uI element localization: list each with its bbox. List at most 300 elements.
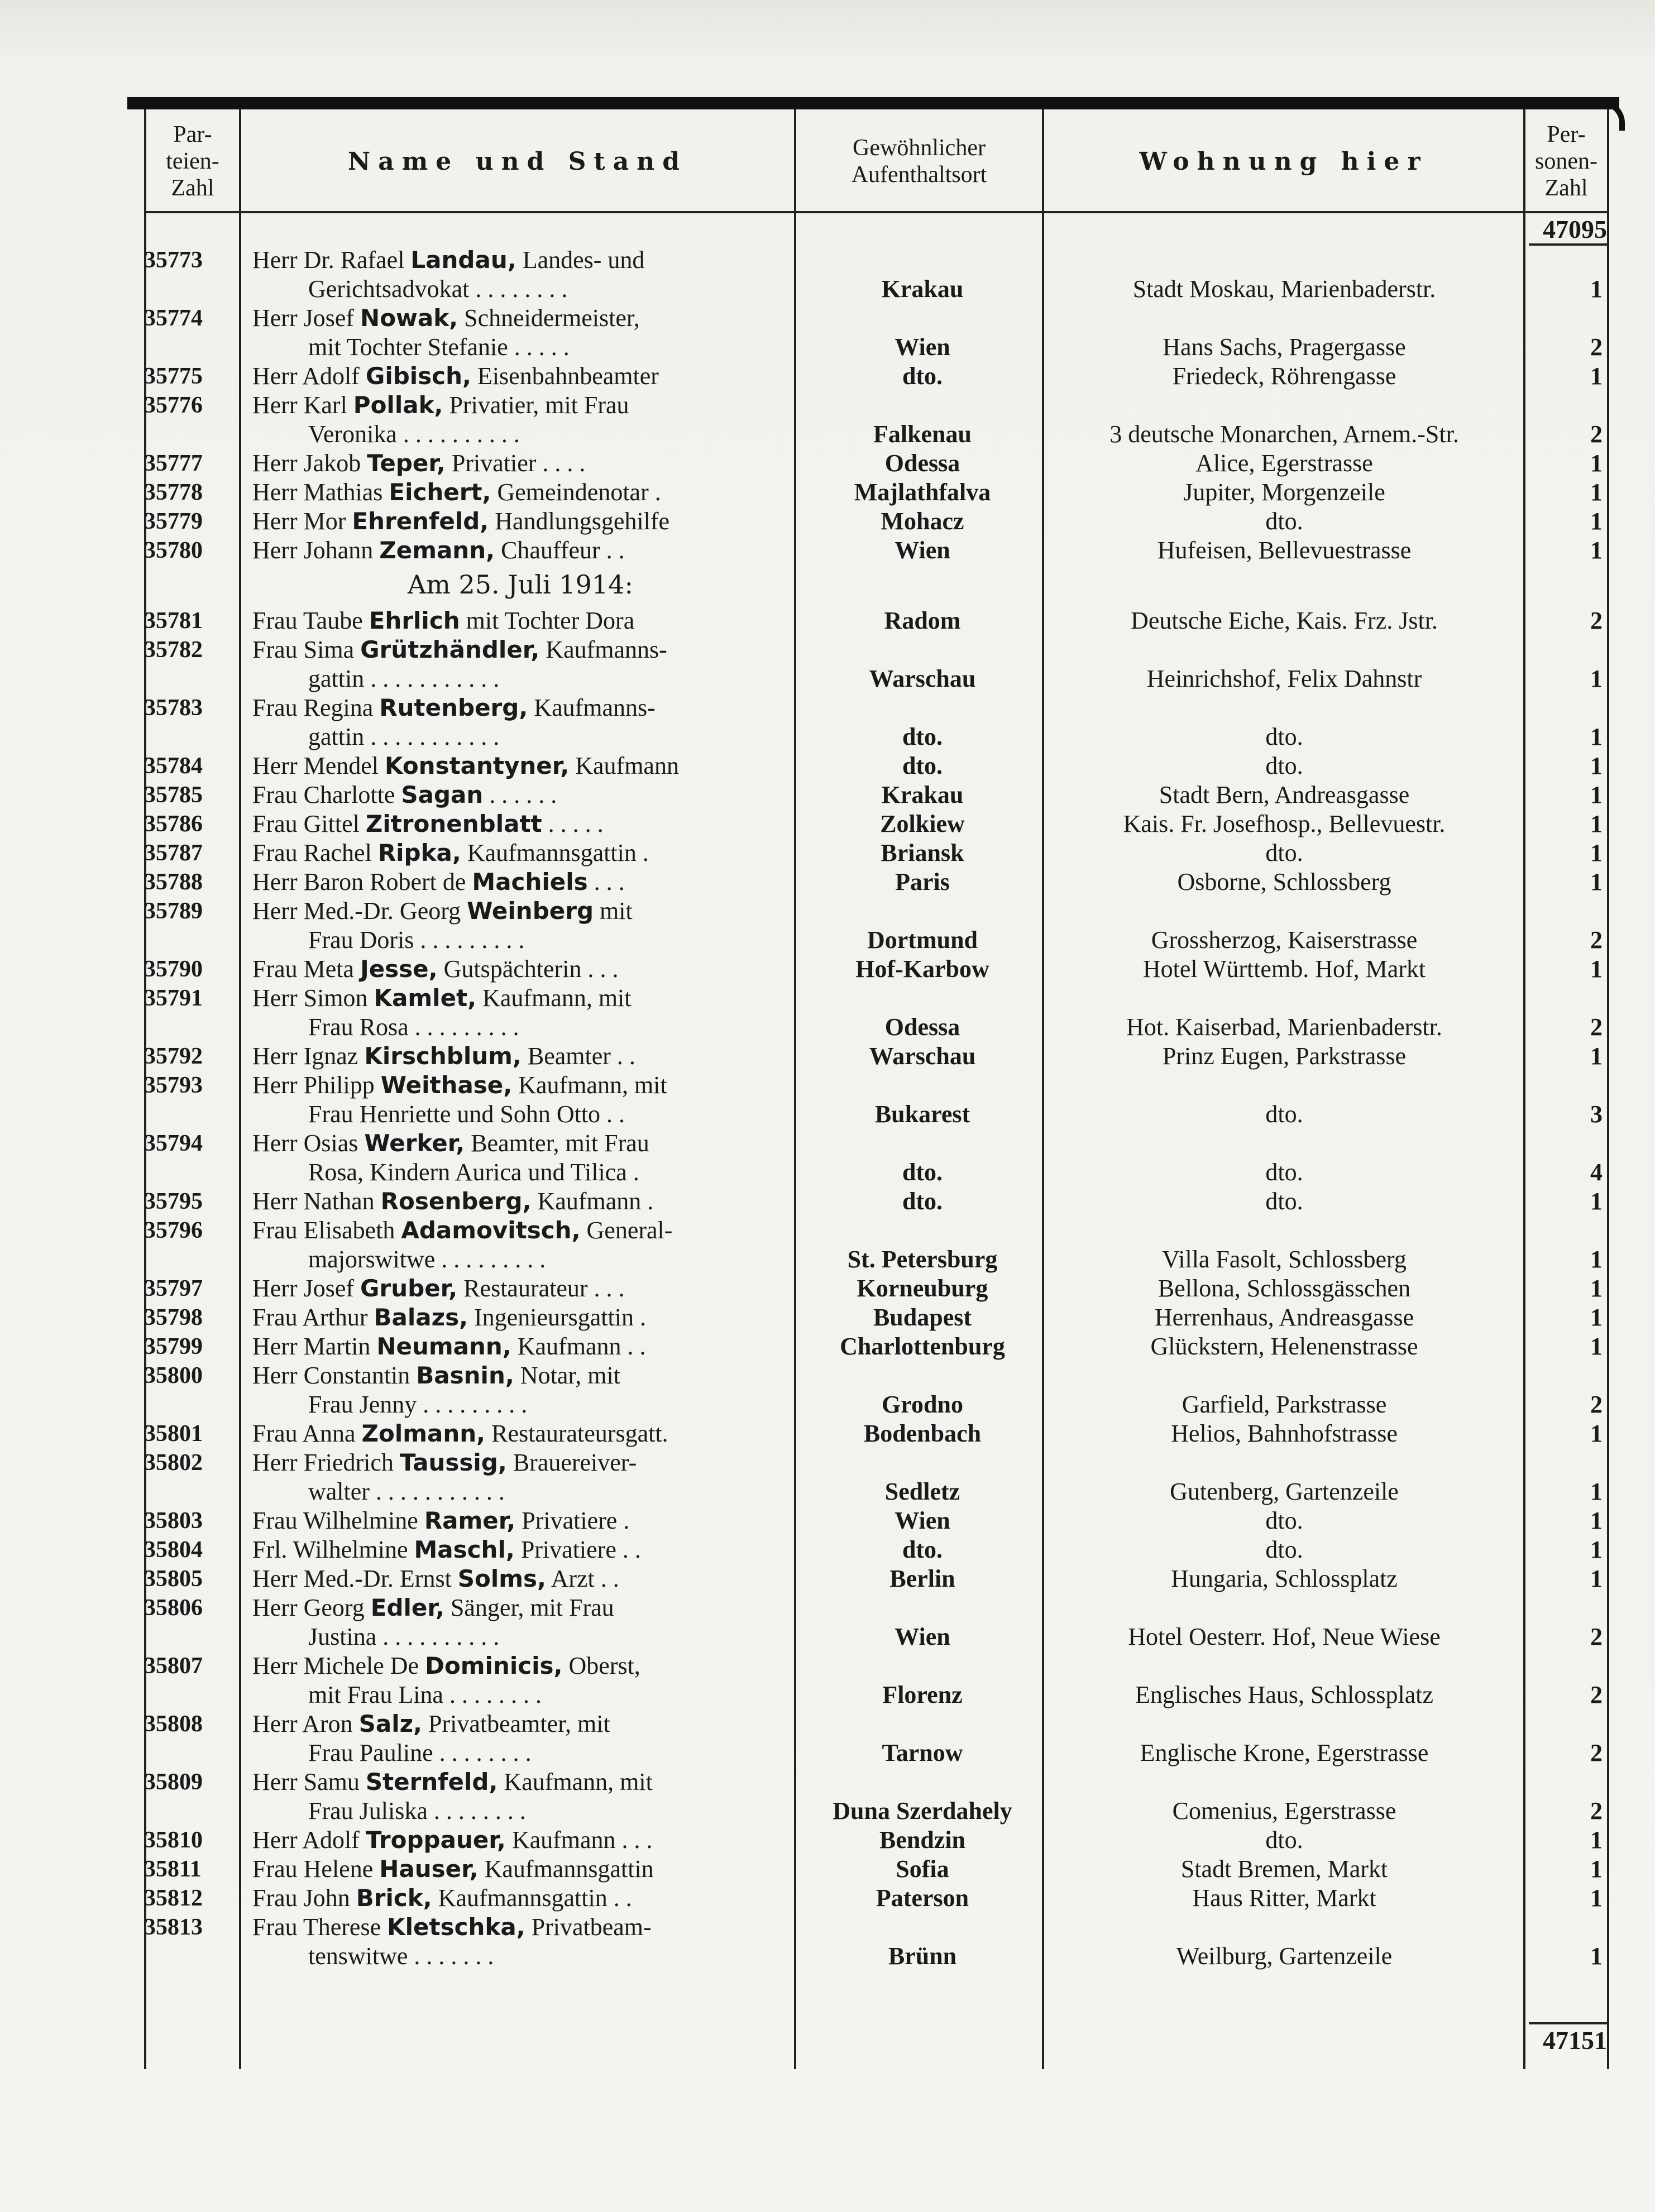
occupation: Landes- und xyxy=(522,246,645,274)
table-row xyxy=(0,1884,1655,1913)
usual-residence: Wien xyxy=(895,333,950,361)
occupation: Restaurateursgatt. xyxy=(491,1420,668,1447)
surname: Sagan xyxy=(401,781,484,808)
name-prefix: Herr Aron xyxy=(252,1710,359,1737)
person-count: 2 xyxy=(1590,333,1603,361)
person-count: 1 xyxy=(1590,1246,1603,1273)
person-count: 2 xyxy=(1590,1013,1603,1041)
name-and-status xyxy=(252,1129,788,1187)
surname: Jesse, xyxy=(360,955,438,983)
party-number: 35788 xyxy=(144,869,203,895)
party-number: 35797 xyxy=(144,1276,203,1301)
local-address: dto. xyxy=(1265,723,1303,750)
occupation: Ingenieursgattin . xyxy=(474,1304,646,1331)
name-and-status xyxy=(252,781,788,810)
table-row xyxy=(0,693,1655,751)
party-number: 35795 xyxy=(144,1189,203,1214)
occupation: Beamter . . xyxy=(527,1042,635,1070)
party-number: 35776 xyxy=(144,392,203,418)
usual-residence: Wien xyxy=(895,1507,950,1534)
header-rule xyxy=(144,211,1608,213)
surname: Grützhändler, xyxy=(360,636,540,663)
table-row xyxy=(0,1129,1655,1187)
person-count: 1 xyxy=(1590,1826,1603,1854)
name-and-status xyxy=(252,1419,788,1448)
person-count: 1 xyxy=(1590,810,1603,837)
top-rule xyxy=(127,97,1619,109)
surname: Gruber, xyxy=(360,1275,458,1302)
usual-residence: Bukarest xyxy=(874,1100,970,1128)
local-address: dto. xyxy=(1265,507,1303,535)
usual-residence: Warschau xyxy=(869,665,976,692)
party-number: 35796 xyxy=(144,1218,203,1243)
surname: Sternfeld, xyxy=(365,1768,498,1796)
name-continuation: Veronika . . . . . . . . . . xyxy=(308,420,520,448)
local-address: dto. xyxy=(1265,1507,1303,1534)
person-count: 1 xyxy=(1590,1884,1603,1912)
person-count: 1 xyxy=(1590,955,1603,983)
party-number: 35791 xyxy=(144,985,203,1011)
usual-residence: dto. xyxy=(902,362,943,390)
name-continuation: Frau Henriette und Sohn Otto . . xyxy=(308,1100,625,1128)
name-prefix: Herr Josef xyxy=(252,304,361,332)
name-prefix: Frau Meta xyxy=(252,955,361,983)
name-prefix: Herr Mathias xyxy=(252,478,389,506)
table-row xyxy=(0,955,1655,984)
surname: Gibisch, xyxy=(365,362,471,390)
party-number: 35798 xyxy=(144,1305,203,1330)
usual-residence: Korneuburg xyxy=(857,1275,988,1302)
person-count: 1 xyxy=(1590,1942,1603,1970)
table-row xyxy=(0,449,1655,478)
name-prefix: Herr Mor xyxy=(252,507,352,535)
local-address: Weilburg, Gartenzeile xyxy=(1176,1942,1393,1970)
table-row xyxy=(0,1071,1655,1129)
occupation: General- xyxy=(586,1217,673,1244)
name-continuation: Frau Rosa . . . . . . . . . xyxy=(308,1013,519,1041)
table-row xyxy=(0,1042,1655,1071)
person-count: 1 xyxy=(1590,665,1603,692)
surname: Dominicis, xyxy=(425,1652,563,1679)
surname: Kletschka, xyxy=(387,1913,525,1941)
occupation: Handlungsgehilfe xyxy=(495,507,670,535)
occupation: Arzt . . xyxy=(551,1565,619,1592)
table-row xyxy=(0,1710,1655,1768)
name-prefix: Frau Charlotte xyxy=(252,781,401,808)
name-and-status xyxy=(252,839,788,868)
local-address: dto. xyxy=(1265,1158,1303,1186)
surname: Ramer, xyxy=(424,1507,516,1534)
local-address: Hotel Oesterr. Hof, Neue Wiese xyxy=(1128,1623,1441,1650)
usual-residence: Tarnow xyxy=(882,1739,963,1766)
name-prefix: Frau Rachel xyxy=(252,839,378,866)
party-number: 35775 xyxy=(144,363,203,389)
name-prefix: Frau John xyxy=(252,1884,356,1912)
occupation: mit xyxy=(600,897,633,925)
name-and-status xyxy=(252,751,788,781)
name-prefix: Frau Therese xyxy=(252,1913,388,1941)
name-continuation: Frau Juliska . . . . . . . . xyxy=(308,1797,526,1825)
usual-residence: Falkenau xyxy=(873,420,972,448)
person-count: 2 xyxy=(1590,926,1603,954)
name-prefix: Herr Baron Robert de xyxy=(252,868,472,896)
local-address: Englisches Haus, Schlossplatz xyxy=(1135,1681,1434,1708)
table-row xyxy=(0,1826,1655,1855)
party-number: 35790 xyxy=(144,956,203,982)
person-count: 1 xyxy=(1590,1565,1603,1592)
person-count: 2 xyxy=(1590,1681,1603,1708)
header-ort: Gewöhnlicher Aufenthaltsort xyxy=(851,135,987,188)
name-prefix: Herr Martin xyxy=(252,1333,377,1360)
party-number: 35773 xyxy=(144,247,203,273)
table-row xyxy=(0,1332,1655,1361)
party-number: 35802 xyxy=(144,1450,203,1476)
local-address: Comenius, Egerstrasse xyxy=(1172,1797,1396,1825)
name-prefix: Herr Friedrich xyxy=(252,1449,400,1476)
person-count: 2 xyxy=(1590,420,1603,448)
name-continuation: majorswitwe . . . . . . . . . xyxy=(308,1246,546,1273)
surname: Zemann, xyxy=(379,537,495,564)
person-count: 1 xyxy=(1590,362,1603,390)
occupation: Privatbeam- xyxy=(531,1913,652,1941)
occupation: Privatiere . . xyxy=(520,1536,641,1563)
party-number: 35780 xyxy=(144,538,203,563)
local-address: Villa Fasolt, Schlossberg xyxy=(1162,1246,1407,1273)
occupation: Sänger, mit Frau xyxy=(450,1594,614,1621)
person-count: 2 xyxy=(1590,1391,1603,1418)
occupation: Kaufmanns- xyxy=(546,636,667,663)
occupation: Kaufmann . . . xyxy=(511,1826,653,1854)
surname: Rutenberg, xyxy=(379,694,528,721)
local-address: Deutsche Eiche, Kais. Frz. Jstr. xyxy=(1131,607,1438,634)
name-and-status xyxy=(252,1564,788,1593)
usual-residence: Majlathfalva xyxy=(854,478,991,506)
name-and-status xyxy=(252,693,788,751)
occupation: Schneidermeister, xyxy=(464,304,640,332)
party-number: 35777 xyxy=(144,451,203,476)
person-count: 1 xyxy=(1590,1042,1603,1070)
usual-residence: Odessa xyxy=(884,449,960,477)
surname: Brick, xyxy=(356,1884,432,1912)
name-prefix: Frau Wilhelmine xyxy=(252,1507,424,1534)
occupation: Brauereiver- xyxy=(513,1449,637,1476)
person-count: 3 xyxy=(1590,1100,1603,1128)
person-count: 1 xyxy=(1590,449,1603,477)
party-number: 35803 xyxy=(144,1508,203,1534)
person-count: 2 xyxy=(1590,1623,1603,1650)
surname: Salz, xyxy=(358,1710,422,1737)
usual-residence: Radom xyxy=(884,607,961,634)
local-address: Heinrichshof, Felix Dahnstr xyxy=(1146,665,1422,692)
occupation: Kaufmann xyxy=(575,752,679,779)
name-continuation: Gerichtsadvokat . . . . . . . . xyxy=(308,275,568,303)
occupation: Privatier . . . . xyxy=(451,449,586,477)
surname: Balazs, xyxy=(374,1304,468,1331)
usual-residence: Zolkiew xyxy=(880,810,965,837)
table-row xyxy=(0,897,1655,955)
usual-residence: Sedletz xyxy=(884,1478,960,1505)
table-row xyxy=(0,246,1655,304)
header-wohnung: Wohnung hier xyxy=(1139,147,1428,176)
table-row xyxy=(0,362,1655,391)
usual-residence: Brünn xyxy=(888,1942,957,1970)
surname: Edler, xyxy=(370,1594,444,1621)
name-and-status xyxy=(252,1768,788,1826)
local-address: Jupiter, Morgenzeile xyxy=(1183,478,1385,506)
person-count: 2 xyxy=(1590,1739,1603,1766)
person-count: 1 xyxy=(1590,1855,1603,1883)
name-prefix: Herr Dr. Rafael xyxy=(252,246,411,274)
table-row xyxy=(0,1651,1655,1710)
name-continuation: Frau Jenny . . . . . . . . . xyxy=(308,1391,528,1418)
person-count: 1 xyxy=(1590,1507,1603,1534)
surname: Weinberg xyxy=(467,897,594,925)
name-and-status xyxy=(252,1884,788,1913)
usual-residence: Grodno xyxy=(882,1391,963,1418)
table-row xyxy=(0,536,1655,565)
name-continuation: Frau Doris . . . . . . . . . xyxy=(308,926,525,954)
usual-residence: Duna Szerdahely xyxy=(833,1797,1012,1825)
header-zahl: Par- teien- Zahl xyxy=(166,122,219,201)
name-and-status xyxy=(252,1593,788,1651)
person-count: 1 xyxy=(1590,781,1603,808)
name-prefix: Herr Osias xyxy=(252,1129,365,1157)
usual-residence: Berlin xyxy=(889,1565,955,1592)
usual-residence: dto. xyxy=(902,723,943,750)
table-row xyxy=(0,1535,1655,1564)
name-and-status xyxy=(252,1274,788,1303)
surname: Werker, xyxy=(364,1129,465,1157)
surname: Zitronenblatt xyxy=(365,810,542,837)
person-count: 1 xyxy=(1590,868,1603,896)
table-row xyxy=(0,1448,1655,1506)
local-address: Stadt Moskau, Marienbaderstr. xyxy=(1132,275,1436,303)
usual-residence: dto. xyxy=(902,1158,943,1186)
occupation: Beamter, mit Frau xyxy=(471,1129,649,1157)
surname: Ehrlich xyxy=(369,607,460,634)
local-address: dto. xyxy=(1265,1100,1303,1128)
name-and-status xyxy=(252,606,788,635)
local-address: Haus Ritter, Markt xyxy=(1192,1884,1376,1912)
name-and-status xyxy=(252,868,788,897)
name-and-status xyxy=(252,1071,788,1129)
name-and-status xyxy=(252,1855,788,1884)
occupation: Privatiere . xyxy=(522,1507,630,1534)
local-address: Hot. Kaiserbad, Marienbaderstr. xyxy=(1126,1013,1442,1041)
surname: Rosenberg, xyxy=(380,1188,532,1215)
name-prefix: Herr Karl xyxy=(252,391,353,419)
table-row xyxy=(0,635,1655,693)
name-prefix: Herr Adolf xyxy=(252,362,366,390)
occupation: Kaufmannsgattin . . xyxy=(438,1884,632,1912)
occupation: Eisenbahnbeamter xyxy=(477,362,659,390)
person-count: 1 xyxy=(1590,275,1603,303)
table-row xyxy=(0,810,1655,839)
surname: Kamlet, xyxy=(374,984,477,1012)
party-number: 35787 xyxy=(144,840,203,866)
surname: Machiels xyxy=(472,868,588,896)
surname: Ehrenfeld, xyxy=(352,507,489,535)
local-address: Bellona, Schlossgässchen xyxy=(1157,1275,1411,1302)
name-and-status xyxy=(252,536,788,565)
usual-residence: Bodenbach xyxy=(863,1420,982,1447)
local-address: Osborne, Schlossberg xyxy=(1177,868,1391,896)
surname: Ripka, xyxy=(377,839,461,866)
local-address: dto. xyxy=(1265,839,1303,866)
name-continuation: Frau Pauline . . . . . . . . xyxy=(308,1739,532,1766)
usual-residence: Charlottenburg xyxy=(840,1333,1005,1360)
occupation: Kaufmannsgattin . xyxy=(467,839,649,866)
occupation: Chauffeur . . xyxy=(501,537,625,564)
party-number: 35801 xyxy=(144,1421,203,1447)
occupation: . . . . . xyxy=(548,810,604,837)
name-and-status xyxy=(252,246,788,304)
name-prefix: Herr Nathan xyxy=(252,1188,381,1215)
name-prefix: Frau Elisabeth xyxy=(252,1217,401,1244)
table-row xyxy=(0,1564,1655,1593)
carry-out-total: 47151 xyxy=(1529,2022,1607,2055)
person-count: 1 xyxy=(1590,1333,1603,1360)
name-prefix: Frau Sima xyxy=(252,636,361,663)
person-count: 4 xyxy=(1590,1158,1603,1186)
party-number: 35813 xyxy=(144,1914,203,1940)
person-count: 1 xyxy=(1590,478,1603,506)
header-name: Name und Stand xyxy=(347,147,688,176)
table-row xyxy=(0,1855,1655,1884)
surname: Hauser, xyxy=(379,1855,479,1883)
person-count: 1 xyxy=(1590,1478,1603,1505)
local-address: Stadt Bremen, Markt xyxy=(1180,1855,1388,1883)
name-prefix: Herr Philipp xyxy=(252,1071,381,1099)
party-number: 35781 xyxy=(144,608,203,634)
table-row xyxy=(0,839,1655,868)
usual-residence: Budapest xyxy=(873,1304,972,1331)
table-row xyxy=(0,1419,1655,1448)
party-number: 35807 xyxy=(144,1653,203,1679)
name-continuation: Rosa, Kindern Aurica und Tilica . xyxy=(308,1158,639,1186)
party-number: 35800 xyxy=(144,1363,203,1389)
name-prefix: Frau Gittel xyxy=(252,810,366,837)
occupation: . . . xyxy=(594,868,625,896)
name-and-status xyxy=(252,1651,788,1710)
carry-in-total: 47095 xyxy=(1543,215,1607,243)
name-prefix: Herr Johann xyxy=(252,537,380,564)
surname: Kirschblum, xyxy=(364,1042,522,1070)
surname: Basnin, xyxy=(416,1362,514,1389)
local-address: dto. xyxy=(1265,1536,1303,1563)
local-address: dto. xyxy=(1265,1826,1303,1854)
person-count: 2 xyxy=(1590,607,1603,634)
party-number: 35779 xyxy=(144,509,203,534)
table-row xyxy=(0,304,1655,362)
local-address: Alice, Egerstrasse xyxy=(1195,449,1373,477)
local-address: Hungaria, Schlossplatz xyxy=(1171,1565,1398,1592)
table-row xyxy=(0,1187,1655,1216)
local-address: Hans Sachs, Pragergasse xyxy=(1163,333,1406,361)
table-row xyxy=(0,868,1655,897)
usual-residence: Wien xyxy=(895,1623,950,1650)
table-row xyxy=(0,1768,1655,1826)
table-row xyxy=(0,1303,1655,1332)
local-address: 3 deutsche Monarchen, Arnem.-Str. xyxy=(1109,420,1459,448)
person-count: 1 xyxy=(1590,752,1603,779)
party-number: 35812 xyxy=(144,1885,203,1911)
name-and-status xyxy=(252,362,788,391)
surname: Troppauer, xyxy=(365,1826,506,1854)
party-number: 35774 xyxy=(144,305,203,331)
occupation: Oberst, xyxy=(568,1652,640,1679)
usual-residence: dto. xyxy=(902,1536,943,1563)
occupation: Gutspächterin . . . xyxy=(443,955,619,983)
name-prefix: Herr Med.-Dr. Georg xyxy=(252,897,467,925)
name-and-status xyxy=(252,635,788,693)
usual-residence: Paris xyxy=(895,868,950,896)
table-row xyxy=(0,1506,1655,1535)
table-row xyxy=(0,781,1655,810)
name-and-status xyxy=(252,391,788,449)
person-count: 1 xyxy=(1590,723,1603,750)
name-and-status xyxy=(252,1332,788,1361)
name-prefix: Herr Mendel xyxy=(252,752,385,779)
name-continuation: tenswitwe . . . . . . . xyxy=(308,1942,494,1970)
local-address: Kais. Fr. Josefhosp., Bellevuestr. xyxy=(1123,810,1446,837)
occupation: Gemeindenotar . xyxy=(497,478,661,506)
usual-residence: Mohacz xyxy=(881,507,964,535)
usual-residence: Sofia xyxy=(896,1855,949,1883)
occupation: Restaurateur . . . xyxy=(463,1275,625,1302)
usual-residence: Hof-Karbow xyxy=(855,955,989,983)
name-continuation: mit Tochter Stefanie . . . . . xyxy=(308,333,570,361)
name-prefix: Herr Michele De xyxy=(252,1652,425,1679)
usual-residence: Krakau xyxy=(881,275,964,303)
person-count: 1 xyxy=(1590,1304,1603,1331)
usual-residence: dto. xyxy=(902,752,943,779)
party-number: 35782 xyxy=(144,637,203,663)
name-continuation: walter . . . . . . . . . . . xyxy=(308,1478,505,1505)
local-address: Glückstern, Helenenstrasse xyxy=(1150,1333,1418,1360)
name-and-status xyxy=(252,810,788,839)
surname: Eichert, xyxy=(389,478,491,506)
party-number: 35805 xyxy=(144,1566,203,1592)
occupation: Kaufmanns- xyxy=(534,694,656,721)
local-address: Hufeisen, Bellevuestrasse xyxy=(1157,537,1412,564)
name-and-status xyxy=(252,1187,788,1216)
party-number: 35784 xyxy=(144,753,203,779)
table-row xyxy=(0,1913,1655,1971)
local-address: Garfield, Parkstrasse xyxy=(1182,1391,1387,1418)
local-address: Helios, Bahnhofstrasse xyxy=(1171,1420,1398,1447)
usual-residence: Florenz xyxy=(882,1681,963,1708)
name-and-status xyxy=(252,1042,788,1071)
usual-residence: Krakau xyxy=(881,781,964,808)
local-address: Hotel Württemb. Hof, Markt xyxy=(1142,955,1426,983)
table-row xyxy=(0,1274,1655,1303)
name-prefix: Frau Anna xyxy=(252,1420,362,1447)
party-number: 35783 xyxy=(144,695,203,721)
local-address: Gutenberg, Gartenzeile xyxy=(1170,1478,1399,1505)
table-row xyxy=(0,606,1655,635)
occupation: Kaufmann, mit xyxy=(504,1768,653,1796)
person-count: 1 xyxy=(1590,537,1603,564)
name-and-status xyxy=(252,1826,788,1855)
date-heading: Am 25. Juli 1914: xyxy=(408,569,633,600)
name-and-status xyxy=(252,1913,788,1971)
person-count: 1 xyxy=(1590,1420,1603,1447)
surname: Weithase, xyxy=(380,1071,513,1099)
occupation: Kaufmann, mit xyxy=(482,984,632,1012)
party-number: 35810 xyxy=(144,1827,203,1853)
table-row xyxy=(0,1593,1655,1651)
